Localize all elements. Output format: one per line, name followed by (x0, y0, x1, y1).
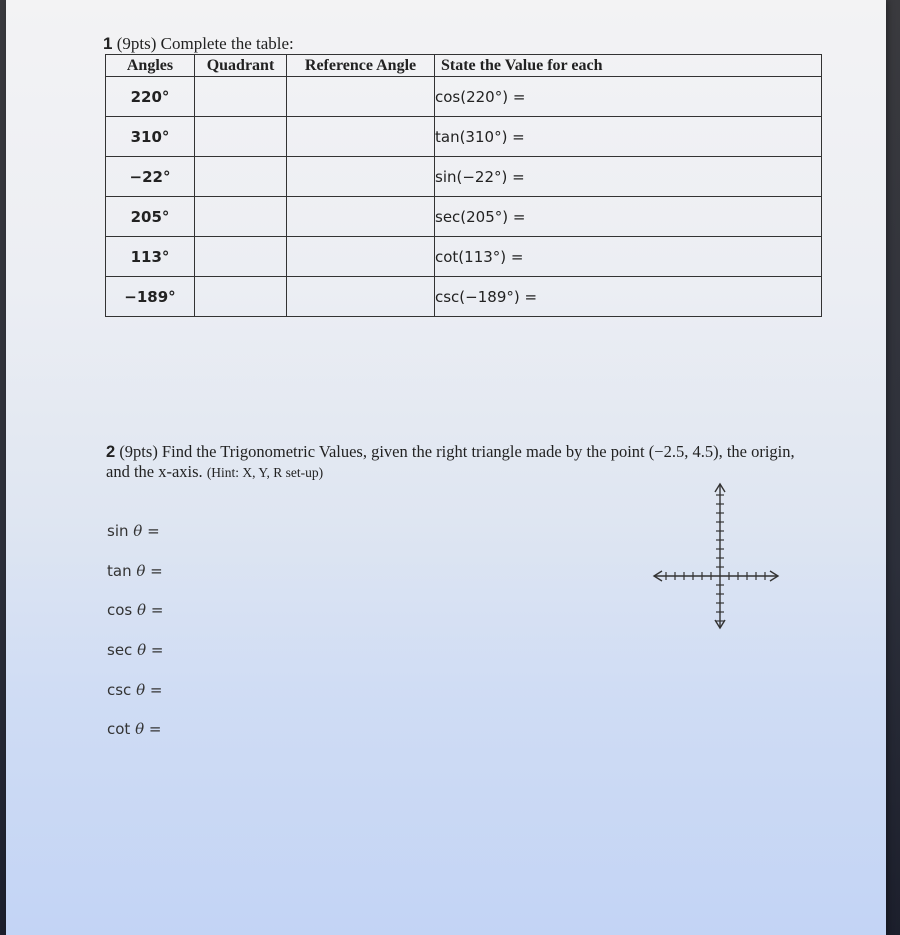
csc-theta-equation[interactable] (107, 681, 162, 699)
eq-function: csc (107, 681, 132, 699)
angle-cell: −22° (106, 157, 195, 197)
eq-equals: = (142, 522, 160, 540)
value-cell[interactable]: tan(310°) = (435, 117, 822, 157)
reference-angle-cell[interactable] (287, 277, 435, 317)
reference-angle-cell[interactable] (287, 157, 435, 197)
header-angles: Angles (106, 55, 195, 77)
value-cell[interactable]: sec(205°) = (435, 197, 822, 237)
quadrant-cell[interactable] (195, 237, 287, 277)
eq-equals: = (145, 681, 163, 699)
angle-cell: −189° (106, 277, 195, 317)
angle-cell: 310° (106, 117, 195, 157)
eq-equals: = (145, 562, 163, 580)
cos-theta-equation[interactable] (107, 601, 163, 619)
eq-function: cot (107, 720, 131, 738)
question-1-number: 1 (103, 34, 113, 53)
value-cell[interactable]: cos(220°) = (435, 77, 822, 117)
angle-cell: 205° (106, 197, 195, 237)
table-row (106, 77, 822, 117)
eq-variable: θ (133, 522, 143, 540)
eq-equals: = (146, 641, 164, 659)
question-1-text: (9pts) Complete the table: (116, 34, 294, 53)
table-row (106, 237, 822, 277)
sec-theta-equation[interactable] (107, 641, 163, 659)
coordinate-axes-diagram (650, 478, 785, 634)
quadrant-cell[interactable] (195, 77, 287, 117)
question-2-hint: (Hint: X, Y, R set-up) (206, 465, 324, 480)
value-cell[interactable]: cot(113°) = (435, 237, 822, 277)
quadrant-cell[interactable] (195, 277, 287, 317)
cot-theta-equation[interactable] (107, 720, 161, 738)
value-cell[interactable]: csc(−189°) = (435, 277, 822, 317)
question-2-prompt (106, 442, 806, 483)
table-header-row (106, 55, 822, 77)
quadrant-cell[interactable] (195, 197, 287, 237)
table-row (106, 197, 822, 237)
eq-equals: = (144, 720, 162, 738)
eq-function: cos (107, 601, 133, 619)
reference-angle-cell[interactable] (287, 237, 435, 277)
angle-cell: 220° (106, 77, 195, 117)
table-row (106, 277, 822, 317)
angle-cell: 113° (106, 237, 195, 277)
trig-table (105, 54, 822, 317)
axis-ticks (666, 495, 765, 621)
header-quadrant: Quadrant (195, 55, 287, 77)
eq-function: tan (107, 562, 132, 580)
quadrant-cell[interactable] (195, 157, 287, 197)
quadrant-cell[interactable] (195, 117, 287, 157)
question-2-number: 2 (106, 443, 116, 461)
value-cell[interactable]: sin(−22°) = (435, 157, 822, 197)
eq-function: sin (107, 522, 129, 540)
sin-theta-equation[interactable] (107, 522, 160, 540)
table-row (106, 157, 822, 197)
eq-variable: θ (135, 720, 145, 738)
question-2-text: (9pts) Find the Trigonometric Values, given the right triangle made by the point (−2.5, 4.5), the origin, and the x-axis. (106, 442, 795, 481)
reference-angle-cell[interactable] (287, 77, 435, 117)
reference-angle-cell[interactable] (287, 197, 435, 237)
tan-theta-equation[interactable] (107, 562, 163, 580)
table-row (106, 117, 822, 157)
reference-angle-cell[interactable] (287, 117, 435, 157)
eq-function: sec (107, 641, 133, 659)
header-state-value: State the Value for each (435, 55, 822, 77)
eq-variable: θ (137, 641, 147, 659)
header-reference-angle: Reference Angle (287, 55, 435, 77)
question-1-heading (103, 34, 294, 54)
eq-variable: θ (136, 681, 146, 699)
eq-equals: = (146, 601, 164, 619)
eq-variable: θ (137, 601, 147, 619)
eq-variable: θ (136, 562, 146, 580)
